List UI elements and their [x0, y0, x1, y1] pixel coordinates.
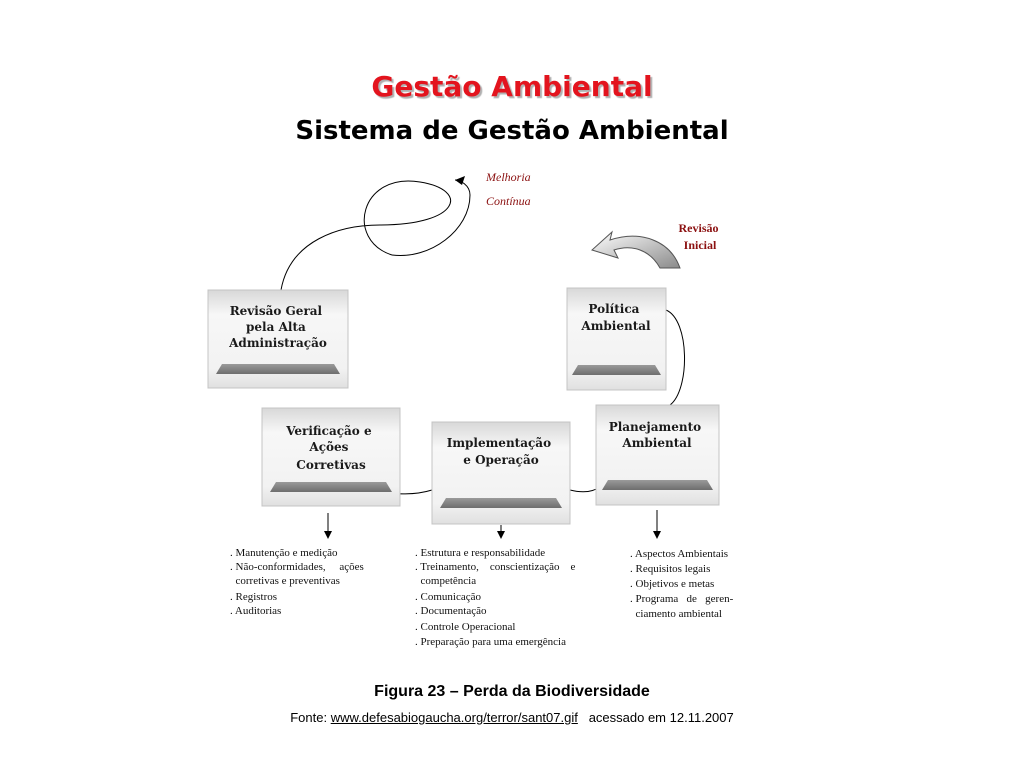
box-implementacao-operacao — [432, 422, 570, 524]
melhoria-continua-label: Melhoria Contínua — [486, 170, 531, 208]
source-suffix: acessado em — [577, 710, 670, 725]
source-prefix: Fonte: — [290, 710, 331, 725]
connector-politica-planejamento — [666, 310, 685, 405]
source-date: 12.11.2007 — [669, 710, 734, 725]
box-politica-ambiental — [567, 288, 666, 390]
svg-text:Revisão Geral pela Alta: Revisão Geral pela Alta Administração — [229, 304, 327, 350]
box-verificacao-acoes-corretivas — [262, 408, 400, 506]
source-link[interactable]: www.defesabiogaucha.org/terror/sant07.gif — [330, 710, 578, 725]
svg-text:Planejamento Ambiental: Planejamento Ambiental — [608, 420, 702, 450]
svg-text:Política Ambiental: Política Ambiental — [581, 302, 651, 333]
box-planejamento-ambiental — [596, 405, 719, 505]
svg-text:Implementação e Operação: Implementação e Operação — [446, 436, 552, 467]
page-subtitle: Sistema de Gestão Ambiental — [295, 116, 729, 146]
svg-text:Verificação e Ações: Verificação e Ações Corretivas — [286, 424, 372, 472]
box-revisao-geral — [208, 290, 348, 388]
list-implementacao: . Estrutura e responsabilidade . Treinamento, conscientização e competência . Comunicação . Documentação . Controle Operacional . Preparação para uma emergência — [415, 547, 576, 648]
cycle-connector-line — [281, 181, 451, 290]
page-title: Gestão Ambiental — [371, 70, 653, 103]
revisao-inicial-arrow-icon — [592, 232, 680, 268]
figure-source — [0, 710, 1024, 725]
revisao-inicial-label: Revisão Inicial — [678, 221, 719, 252]
list-planejamento: . Aspectos Ambientais . Requisitos legais . Objetivos e metas . Programa de geren- ciamento ambiental — [630, 548, 734, 620]
list-verificacao: . Manutenção e medição . Não-conformidades, ações corretivas e preventivas . Registros . Auditorias — [230, 547, 364, 617]
figure-caption: Figura 23 – Perda da Biodiversidade — [374, 683, 650, 700]
